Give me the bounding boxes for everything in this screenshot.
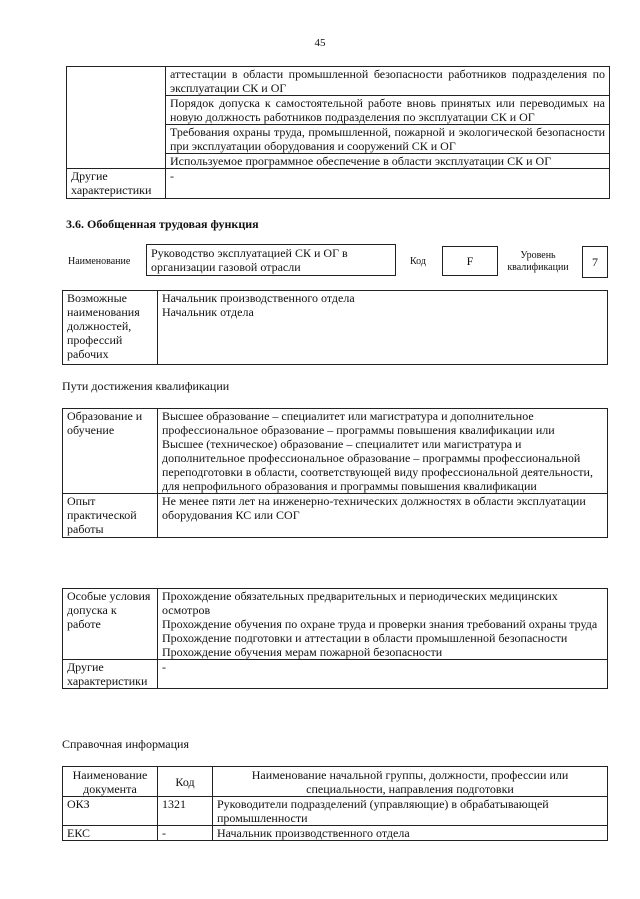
condition-item: Прохождение обучения мерам пожарной безопасности bbox=[162, 645, 443, 659]
table-row bbox=[63, 494, 608, 538]
section-title: 3.6. Обобщенная трудовая функция bbox=[66, 217, 259, 231]
position-item: Начальник отдела bbox=[162, 305, 254, 319]
condition-item: Прохождение обучения по охране труда и проверки знания требований охраны труда bbox=[162, 617, 598, 631]
position-item: Начальник производственного отдела bbox=[162, 291, 355, 305]
table-row bbox=[63, 409, 608, 494]
header-document: Наименование документа bbox=[63, 767, 158, 797]
table-cell: Используемое программное обеспечение в области эксплуатации СК и ОГ bbox=[166, 154, 610, 169]
positions-label: Возможные наименования должностей, профессий рабочих bbox=[63, 291, 158, 365]
other-characteristics-label: Другие характеристики bbox=[67, 169, 166, 199]
reference-code: 1321 bbox=[158, 797, 213, 826]
table-row bbox=[63, 767, 608, 797]
table-row bbox=[67, 154, 610, 169]
other-characteristics-value: - bbox=[166, 169, 610, 199]
page-number: 45 bbox=[314, 37, 326, 49]
table-row bbox=[63, 826, 608, 841]
table-cell: Порядок допуска к самостоятельной работе вновь принятых или переводимых на новую должность работников подразделения по эксплуатации СК и ОГ bbox=[166, 96, 610, 125]
reference-name: Руководители подразделений (управляющие) в обрабатывающей промышленности bbox=[213, 797, 608, 826]
reference-table bbox=[62, 766, 608, 841]
other-characteristics-label: Другие характеристики bbox=[63, 660, 158, 689]
special-conditions-values bbox=[158, 589, 608, 660]
table-cell: Требования охраны труда, промышленной, пожарной и экологической безопасности при эксплуатации оборудования и сооружений СК и ОГ bbox=[166, 125, 610, 154]
positions-values bbox=[158, 291, 608, 365]
empty-cell bbox=[67, 154, 166, 169]
reference-document: ОКЗ bbox=[63, 797, 158, 826]
reference-code: - bbox=[158, 826, 213, 841]
code-value-box: F bbox=[442, 246, 498, 276]
reference-document: ЕКС bbox=[63, 826, 158, 841]
condition-item: Прохождение подготовки и аттестации в области промышленной безопасности bbox=[162, 631, 568, 645]
table-row bbox=[67, 169, 610, 199]
education-value bbox=[158, 409, 608, 494]
education-table bbox=[62, 408, 608, 538]
table-row bbox=[67, 125, 610, 154]
education-text-2: Высшее (техническое) образование – специалитет или магистратура и дополнительное профессиональное образование – программы профессиональной переподготовки в области, соответствующей виду профессиональной деятельности, для непрофильного образования и программы повышения квалификации bbox=[162, 437, 593, 493]
condition-item: Прохождение обязательных предварительных и периодических медицинских осмотров bbox=[162, 589, 558, 617]
function-name-box: Руководство эксплуатацией СК и ОГ в организации газовой отрасли bbox=[146, 244, 396, 276]
education-text: Высшее образование – специалитет или магистратура и дополнительное профессиональное образование – программы повышения квалификации или bbox=[162, 409, 555, 437]
special-conditions-label: Особые условия допуска к работе bbox=[63, 589, 158, 660]
table-row bbox=[67, 96, 610, 125]
table-row bbox=[67, 67, 610, 96]
header-code: Код bbox=[158, 767, 213, 797]
education-label: Образование и обучение bbox=[63, 409, 158, 494]
reference-caption: Справочная информация bbox=[62, 737, 189, 751]
empty-cell bbox=[67, 125, 166, 154]
level-value-box: 7 bbox=[582, 246, 608, 278]
table-cell: аттестации в области промышленной безопасности работников подразделения по эксплуатации СК и ОГ bbox=[166, 67, 610, 96]
reference-name: Начальник производственного отдела bbox=[213, 826, 608, 841]
positions-table bbox=[62, 290, 608, 365]
code-label: Код bbox=[410, 256, 426, 267]
table-row bbox=[63, 660, 608, 689]
labor-function-requirements-table bbox=[66, 66, 610, 199]
empty-cell bbox=[67, 96, 166, 125]
experience-value: Не менее пяти лет на инженерно-технических должностях в области эксплуатации оборудования КС или СОГ bbox=[158, 494, 608, 538]
level-label: Уровень квалификации bbox=[507, 250, 569, 273]
table-row bbox=[63, 291, 608, 365]
table-row bbox=[63, 797, 608, 826]
name-label: Наименование bbox=[68, 256, 131, 267]
empty-cell bbox=[67, 67, 166, 96]
experience-label: Опыт практической работы bbox=[63, 494, 158, 538]
header-group-name: Наименование начальной группы, должности, профессии или специальности, направления подготовки bbox=[213, 767, 608, 797]
other-characteristics-value: - bbox=[158, 660, 608, 689]
special-conditions-table bbox=[62, 588, 608, 689]
qualification-caption: Пути достижения квалификации bbox=[62, 379, 230, 393]
table-row bbox=[63, 589, 608, 660]
